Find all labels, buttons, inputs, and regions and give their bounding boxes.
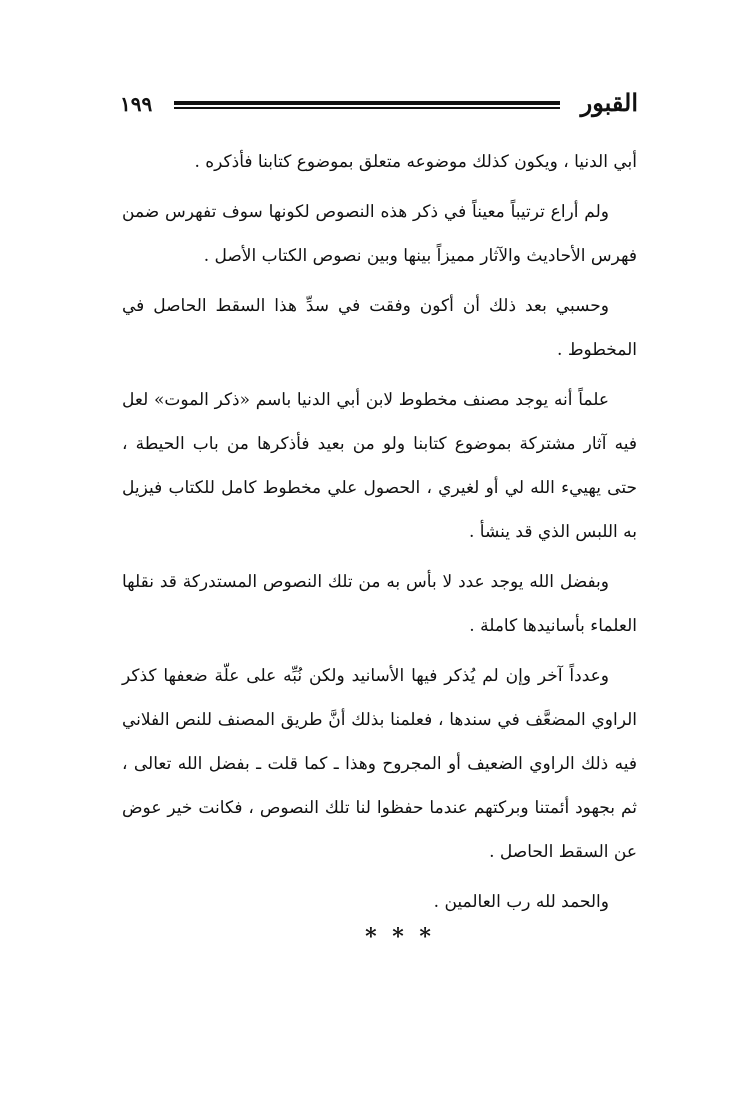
paragraph: وبفضل الله يوجد عدد لا بأس به من تلك النصوص المستدركة قد نقلها العلماء بأسانيدها كاملة . [122, 572, 637, 636]
paragraph: وعدداً آخر وإن لم يُذكر فيها الأسانيد ولكن نُبِّه على علّة ضعفها كذكر الراوي المضعَّف في سندها ، فعلمنا بذلك أنَّ طريق المصنف للنص الفلاني فيه ذلك الراوي الضعيف أو المجروح وهذا ـ كما قلت ـ بفضل الله تعالى ، ثم بجهود أئمتنا وبركتهم عندما حفظوا لنا تلك النصوص ، فكانت خير عوض عن السقط الحاصل . [122, 666, 637, 862]
paragraph: أبي الدنيا ، ويكون كذلك موضوعه متعلق بموضوع كتابنا فأذكره . [194, 152, 637, 172]
paragraph: وحسبي بعد ذلك أن أكون وفقت في سدِّ هذا السقط الحاصل في المخطوط . [122, 296, 637, 360]
page-number: ١٩٩ [120, 92, 153, 116]
paragraph: والحمد لله رب العالمين . [433, 892, 609, 912]
header-rule-thick [174, 101, 560, 105]
paragraph: ولم أراع ترتيباً معيناً في ذكر هذه النصوص لكونها سوف تفهرس ضمن فهرس الأحاديث والآثار مميزاً بينها وبين نصوص الكتاب الأصل . [122, 202, 637, 266]
body-text [122, 140, 637, 930]
header-rule [174, 101, 560, 109]
section-separator: * * * [365, 924, 435, 950]
page-header [118, 88, 638, 122]
paragraph: علماً أنه يوجد مصنف مخطوط لابن أبي الدنيا باسم «ذكر الموت» لعل فيه آثار مشتركة بموضوع كتابنا ولو من بعيد فأذكرها من باب الحيطة ، حتى يهييء الله لي أو لغيري ، الحصول علي مخطوط كامل للكتاب فيزيل به اللبس الذي قد ينشأ . [122, 390, 637, 542]
running-title: القبور [580, 88, 638, 117]
header-rule-thin [174, 107, 560, 109]
